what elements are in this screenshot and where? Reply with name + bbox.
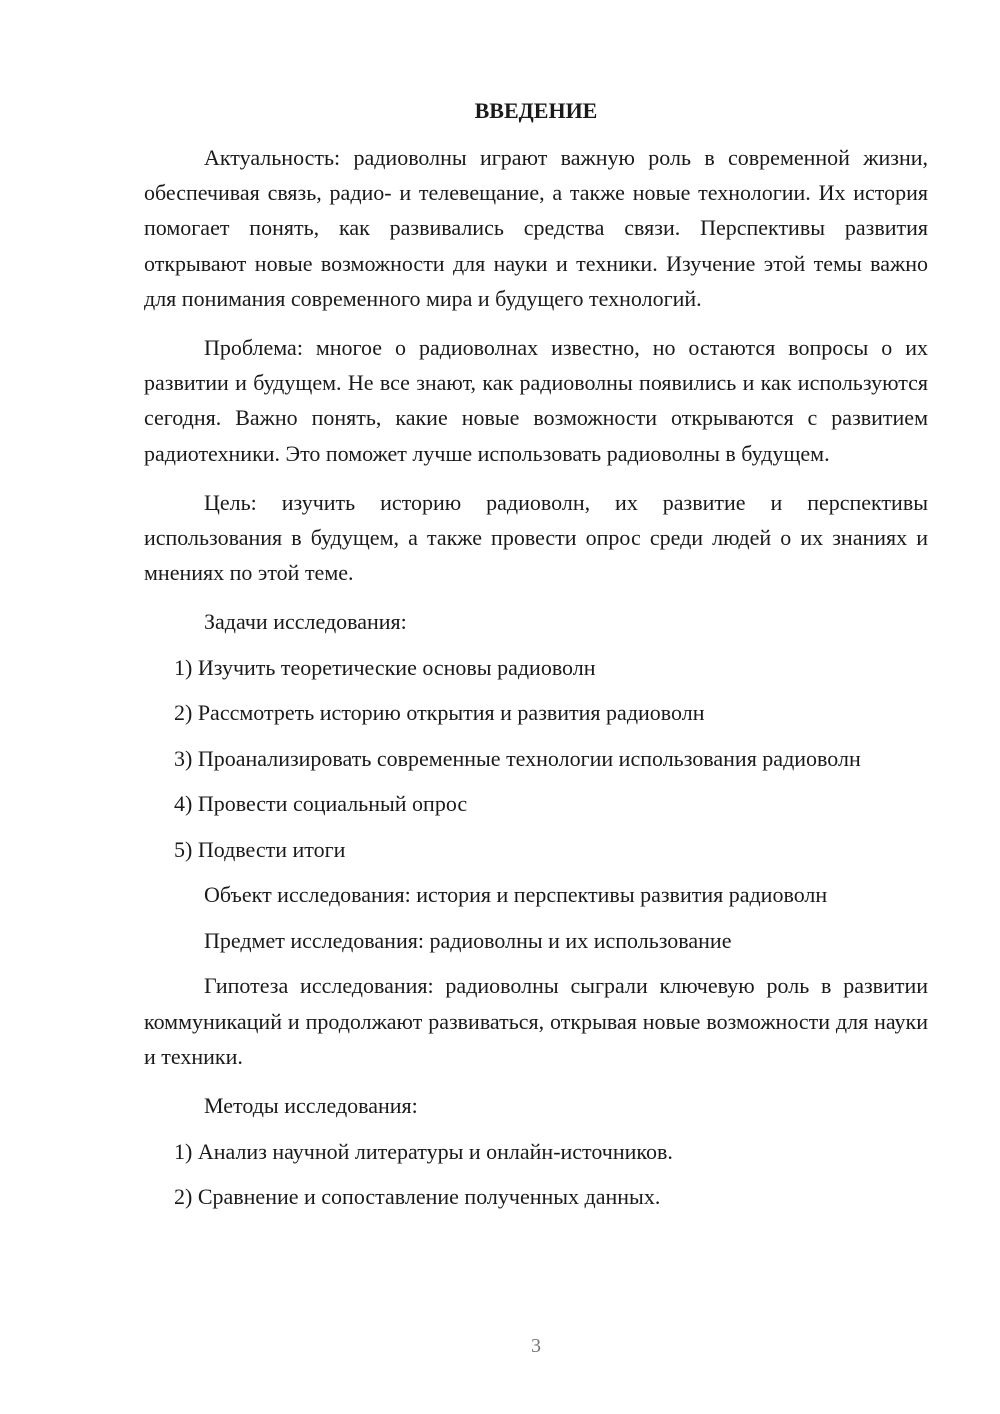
tasks-heading: Задачи исследования: [204, 609, 407, 635]
research-subject: Предмет исследования: радиоволны и их использование [204, 927, 732, 953]
research-object: Объект исследования: история и перспективы развития радиоволн [204, 882, 828, 908]
section-title: ВВЕДЕНИЕ [474, 98, 598, 123]
task-item: 5) Подвести итоги [174, 836, 346, 862]
page-content [144, 96, 928, 1225]
research-hypothesis: Гипотеза исследования: радиоволны сыграли ключевую роль в развитии коммуникаций и продолжают развиваться, открывая новые возможности для науки и техники. [144, 973, 928, 1069]
task-item: 3) Проанализировать современные технологии использования радиоволн [174, 745, 861, 771]
task-item: 4) Провести социальный опрос [174, 791, 468, 817]
task-item: 2) Рассмотреть историю открытия и развития радиоволн [174, 700, 705, 726]
methods-heading: Методы исследования: [204, 1093, 418, 1119]
paragraph-problem: Проблема: многое о радиоволнах известно, но остаются вопросы о их развитии и будущем. Не все знают, как радиоволны появились и как используются сегодня. Важно понять, какие новые возможности открываются с развитием радиотехники. Это поможет лучше использовать радиоволны в будущем. [144, 335, 928, 466]
method-item: 1) Анализ научной литературы и онлайн-источников. [174, 1138, 673, 1164]
page-number: 3 [531, 1335, 541, 1357]
task-item: 1) Изучить теоретические основы радиоволн [174, 654, 596, 680]
paragraph-relevance: Актуальность: радиоволны играют важную роль в современной жизни, обеспечивая связь, радио- и телевещание, а также новые технологии. Их история помогает понять, как развивались средства связи. Перспективы развития открывают новые возможности для науки и техники. Изучение этой темы важно для понимания современного мира и будущего технологий. [144, 145, 928, 311]
paragraph-goal: Цель: изучить историю радиоволн, их развитие и перспективы использования в будущем, а также провести опрос среди людей о их знаниях и мнениях по этой теме. [144, 489, 928, 586]
method-item: 2) Сравнение и сопоставление полученных данных. [174, 1184, 661, 1210]
